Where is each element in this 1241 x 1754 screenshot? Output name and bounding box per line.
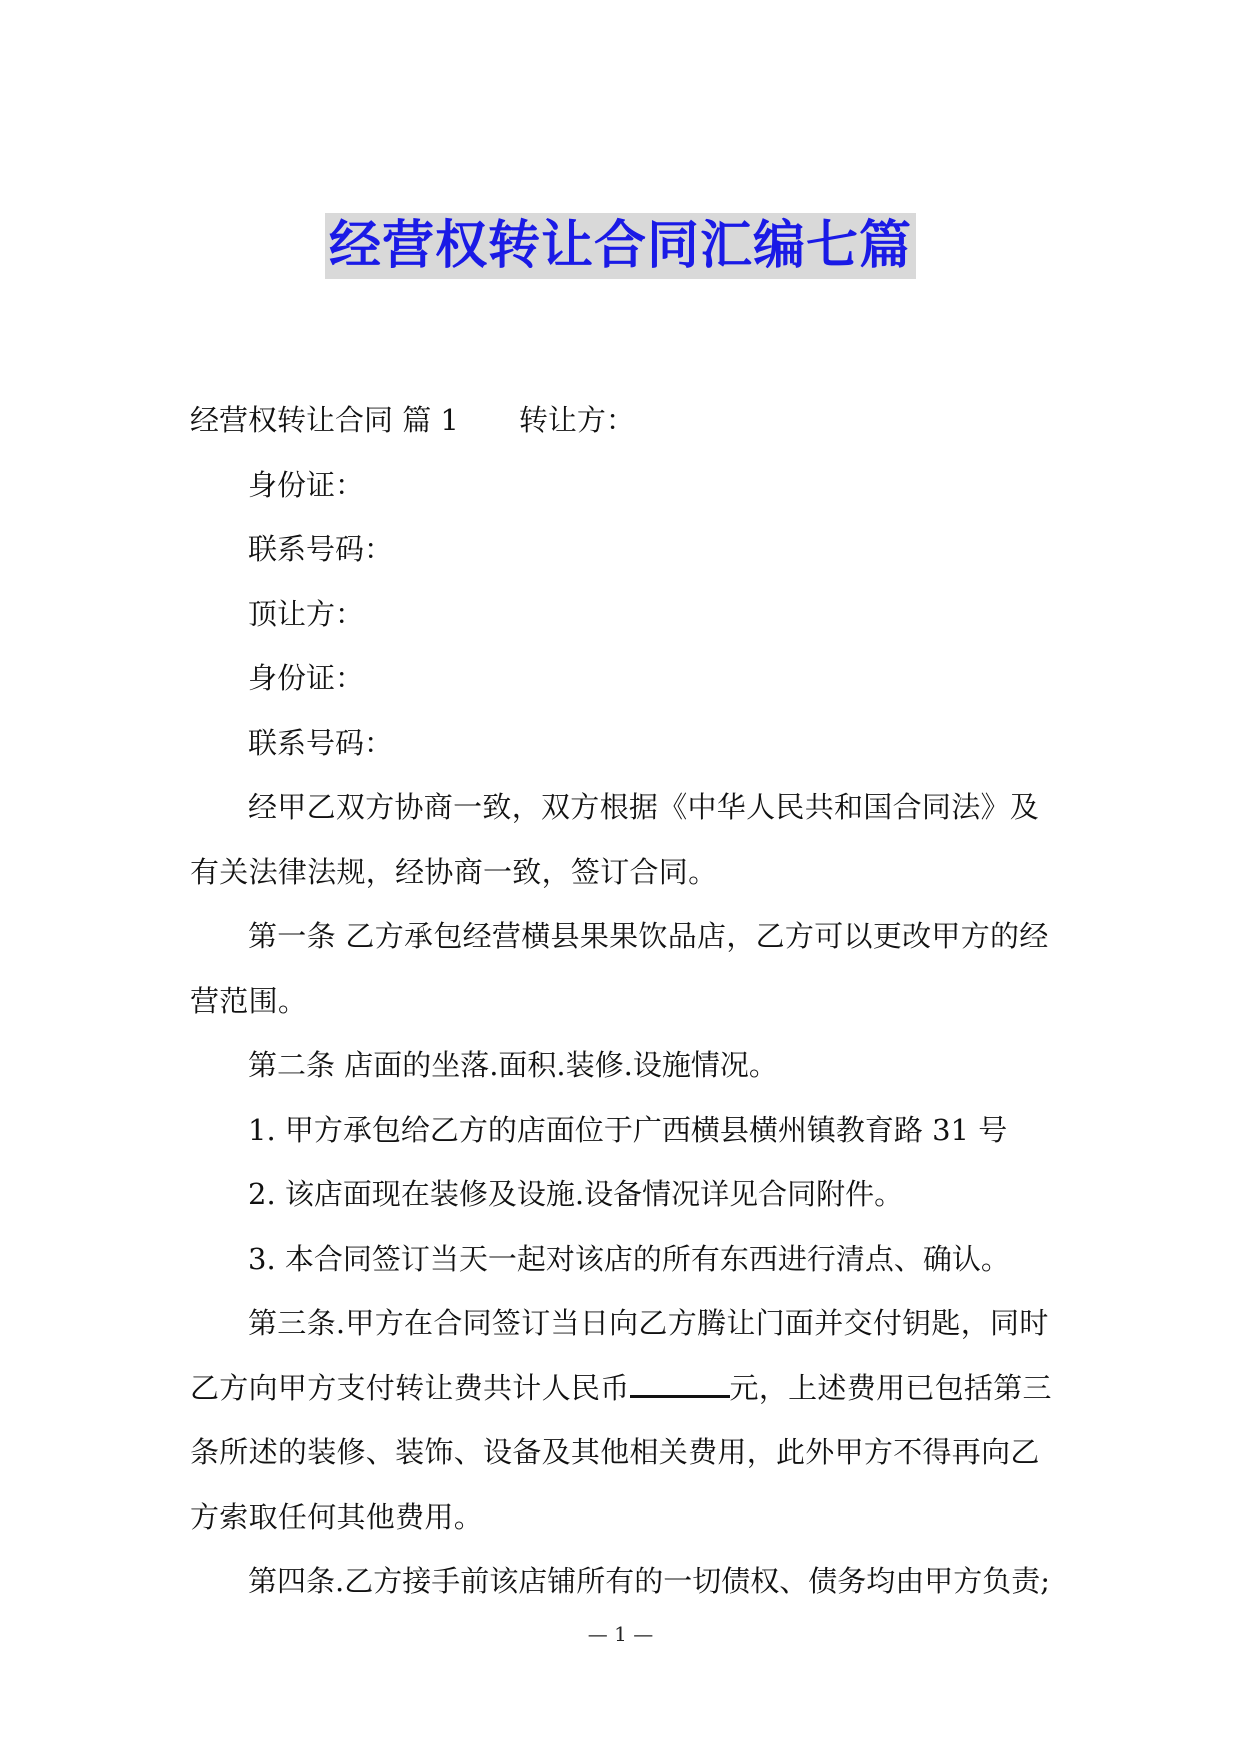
article-3-part-b: 元，上述费用已包括第三条所述的装修、装饰、设备及其他相关费用，此外甲方不得再向乙方索取任何其他费用。	[190, 1370, 1052, 1534]
page-number: — 1 —	[587, 1622, 654, 1646]
title-container	[0, 213, 1241, 279]
id-card-field: 身份证：	[248, 467, 365, 502]
article-2: 第二条 店面的坐落.面积.装修.设施情况。	[248, 1048, 778, 1082]
document-title: 经营权转让合同汇编七篇	[325, 213, 916, 279]
phone-field: 联系号码：	[248, 532, 394, 566]
article-3-part-a: 第三条.甲方在合同签订当日向乙方腾让门面并交付钥匙，同时乙方向甲方支付转让费共计人民币	[190, 1306, 1049, 1405]
article-4: 第四条.乙方接手前该店铺所有的一切债权、债务均由甲方负责;	[248, 1564, 1050, 1598]
article-3	[190, 1291, 1060, 1549]
list-item: 2. 该店面现在装修及设施.设备情况详见合同附件。	[248, 1177, 904, 1211]
amount-blank	[630, 1371, 730, 1398]
document-body	[190, 388, 1060, 1614]
phone-field-2: 联系号码：	[248, 725, 394, 760]
article-1: 第一条 乙方承包经营横县果果饮品店，乙方可以更改甲方的经营范围。	[190, 919, 1049, 1018]
transferee-field: 顶让方：	[248, 596, 365, 631]
section-heading: 经营权转让合同 篇 1	[190, 403, 459, 437]
id-card-field-2: 身份证：	[248, 661, 365, 695]
transferor-label: 转让方：	[518, 403, 635, 437]
intro-paragraph: 经甲乙双方协商一致，双方根据《中华人民共和国合同法》及有关法律法规，经协商一致，签订合同。	[190, 790, 1040, 889]
list-item: 1. 甲方承包给乙方的店面位于广西横县横州镇教育路 31 号	[248, 1112, 1008, 1147]
list-item: 3. 本合同签订当天一起对该店的所有东西进行清点、确认。	[248, 1241, 1010, 1276]
first-line	[190, 388, 1060, 453]
